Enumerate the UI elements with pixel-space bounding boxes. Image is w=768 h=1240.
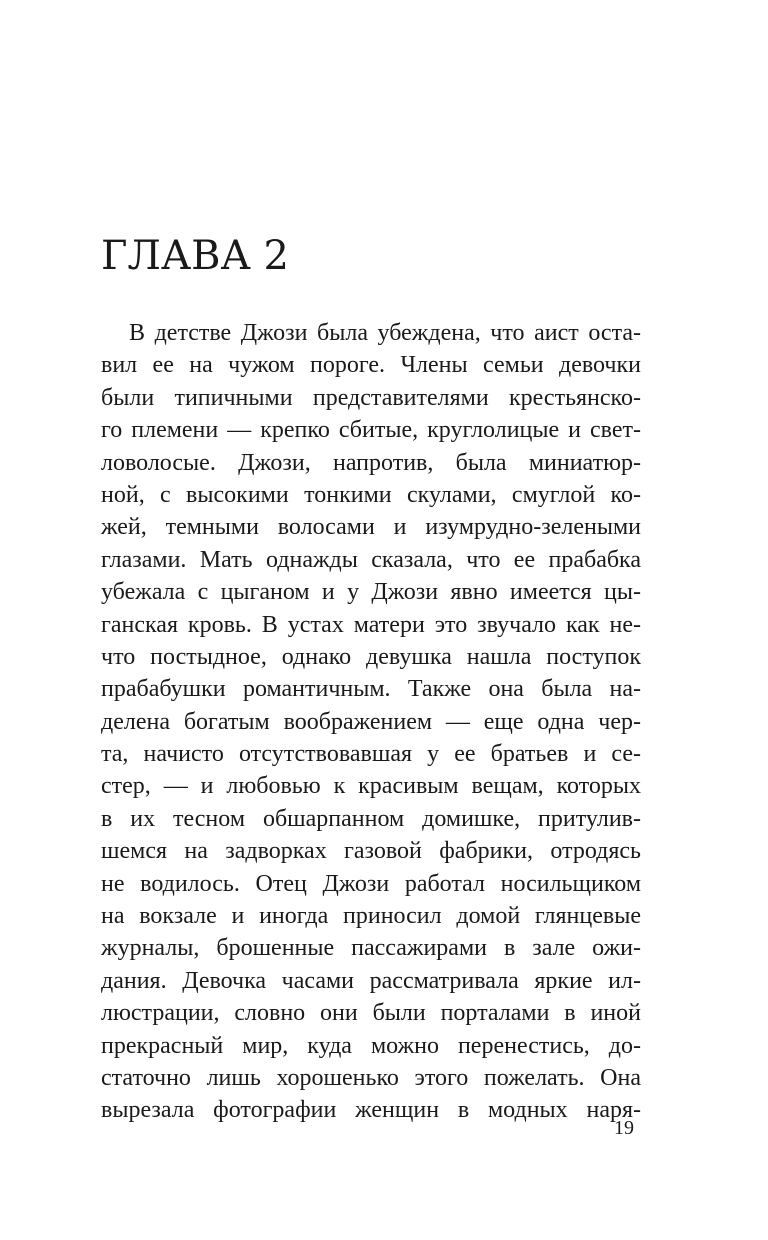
text-line: ной, с высокими тонкими скулами, смуглой ко- xyxy=(101,481,641,508)
text-line: делена богатым воображением — еще одна чер- xyxy=(101,708,641,735)
text-line: го племени — крепко сбитые, круглолицые и свет- xyxy=(101,417,641,444)
chapter-body-text xyxy=(101,317,641,1127)
text-line: глазами. Мать однажды сказала, что ее прабабка xyxy=(101,546,641,573)
text-line: та, начисто отсутствовавшая у ее братьев и се- xyxy=(101,741,641,768)
text-line: дания. Девочка часами рассматривала яркие ил- xyxy=(101,967,641,994)
text-line: в их тесном обшарпанном домишке, притулив- xyxy=(101,805,641,832)
text-line: прекрасный мир, куда можно перенестись, до- xyxy=(101,1032,641,1059)
text-line: стер, — и любовью к красивым вещам, которых xyxy=(101,773,641,800)
text-line: не водилось. Отец Джози работал носильщиком xyxy=(101,870,641,897)
text-line: шемся на задворках газовой фабрики, отродясь xyxy=(101,838,641,865)
text-line: на вокзале и иногда приносил домой глянцевые xyxy=(101,903,641,930)
text-line: вил ее на чужом пороге. Члены семьи девочки xyxy=(101,352,641,379)
text-line: ганская кровь. В устах матери это звучало как не- xyxy=(101,611,641,638)
text-line: прабабушки романтичным. Также она была на- xyxy=(101,676,641,703)
text-line: вырезала фотографии женщин в модных наря- xyxy=(101,1097,641,1124)
text-line: В детстве Джози была убеждена, что аист оста- xyxy=(129,320,641,346)
text-line: ловолосые. Джози, напротив, была миниатюр- xyxy=(101,449,641,476)
text-line: были типичными представителями крестьянско- xyxy=(101,384,641,411)
text-line: статочно лишь хорошенько этого пожелать. Она xyxy=(101,1064,641,1091)
page-number: 19 xyxy=(614,1117,634,1139)
text-line: журналы, брошенные пассажирами в зале ожи- xyxy=(101,935,641,962)
text-line: убежала с цыганом и у Джози явно имеется цы- xyxy=(101,579,641,606)
chapter-title: ГЛАВА 2 xyxy=(101,233,290,279)
text-line: жей, темными волосами и изумрудно-зелеными xyxy=(101,514,641,541)
text-line: что постыдное, однако девушка нашла поступок xyxy=(101,643,641,670)
text-line: люстрации, словно они были порталами в иной xyxy=(101,1000,641,1027)
